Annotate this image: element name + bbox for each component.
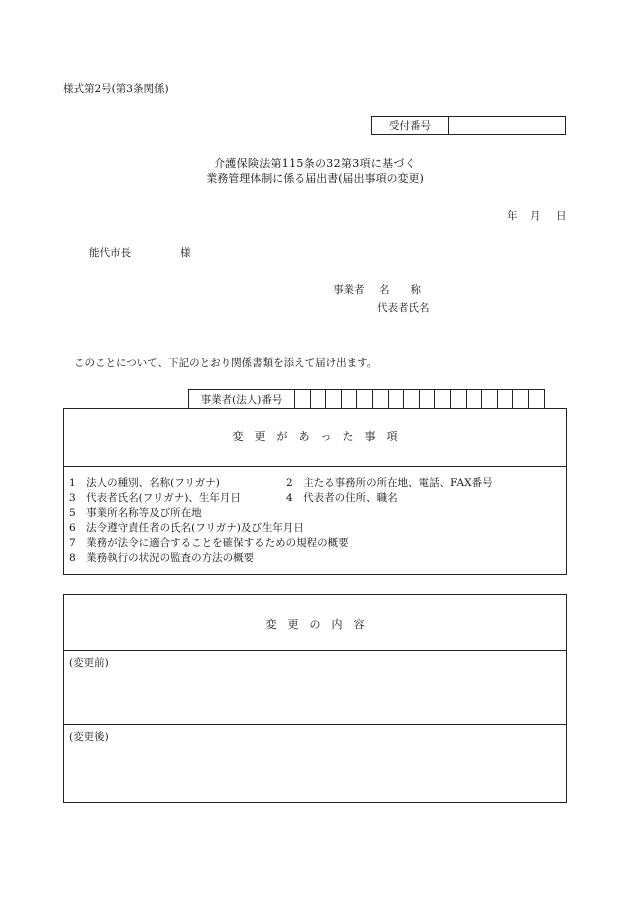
- representative-name-label: 代表者氏名: [377, 302, 430, 314]
- receipt-number-label: 受付番号: [372, 117, 449, 135]
- date-month-label: 月: [530, 210, 541, 222]
- changed-item-7: 7 業務が法令に適合することを確保するための規程の概要: [69, 537, 349, 549]
- changed-items-heading: 変 更 が あ っ た 事 項: [232, 430, 398, 443]
- corporate-number-digit-cell[interactable]: [482, 390, 498, 409]
- corporate-number-digit-cell[interactable]: [372, 390, 388, 409]
- before-change-label: (変更前): [69, 657, 109, 669]
- after-change-label: (変更後): [69, 731, 109, 743]
- corporate-number-digit-cell[interactable]: [295, 390, 311, 409]
- statement-text: このことについて、下記のとおり関係書類を添えて届け出ます。: [74, 357, 378, 369]
- corporate-number-digit-cell[interactable]: [326, 390, 342, 409]
- document-title-line1: 介護保険法第115条の32第3項に基づく: [214, 157, 416, 170]
- changed-item-5: 5 事業所名称等及び所在地: [69, 507, 202, 519]
- change-content-section: [63, 594, 567, 803]
- receipt-number-field[interactable]: [449, 117, 566, 135]
- changed-item-3: 3 代表者氏名(フリガナ)、生年月日: [69, 492, 241, 504]
- before-change-field[interactable]: [64, 669, 566, 723]
- corporate-number-table: [188, 389, 545, 409]
- corporate-number-digit-cell[interactable]: [497, 390, 513, 409]
- after-change-field[interactable]: [64, 743, 566, 801]
- date-year-label: 年: [507, 210, 518, 222]
- corporate-number-digit-cell[interactable]: [450, 390, 466, 409]
- corporate-number-digit-cell[interactable]: [466, 390, 482, 409]
- date-day-label: 日: [556, 210, 567, 222]
- applicant-name-label: 名 称: [379, 284, 421, 296]
- changed-items-section: [63, 408, 567, 575]
- form-number-label: 様式第2号(第3条関係): [63, 83, 169, 95]
- corporate-number-digit-cell[interactable]: [419, 390, 435, 409]
- corporate-number-digit-cell[interactable]: [513, 390, 529, 409]
- corporate-number-digit-cell[interactable]: [435, 390, 451, 409]
- corporate-number-digit-cell[interactable]: [310, 390, 326, 409]
- receipt-number-box: [371, 116, 566, 135]
- changed-item-1: 1 法人の種別、名称(フリガナ): [69, 477, 220, 489]
- changed-item-2: 2 主たる事務所の所在地、電話、FAX番号: [286, 477, 493, 489]
- corporate-number-digit-cell[interactable]: [388, 390, 404, 409]
- changed-item-4: 4 代表者の住所、職名: [286, 492, 398, 504]
- applicant-label: 事業者: [333, 284, 365, 296]
- changed-item-6: 6 法令遵守責任者の氏名(フリガナ)及び生年月日: [69, 522, 304, 534]
- changed-item-8: 8 業務執行の状況の監査の方法の概要: [69, 552, 255, 564]
- addressee-honorific: 様: [180, 247, 191, 259]
- corporate-number-digit-cell[interactable]: [341, 390, 357, 409]
- changed-items-divider: [64, 466, 566, 467]
- corporate-number-digit-cell[interactable]: [357, 390, 373, 409]
- change-content-divider-top: [64, 650, 566, 651]
- document-title-line2: 業務管理体制に係る届出書(届出事項の変更): [206, 172, 424, 185]
- corporate-number-digit-cell[interactable]: [528, 390, 544, 409]
- corporate-number-digit-cell[interactable]: [404, 390, 420, 409]
- change-content-heading: 変 更 の 内 容: [265, 618, 365, 631]
- addressee-name: 能代市長: [89, 247, 131, 259]
- change-content-divider-middle: [64, 724, 566, 725]
- corporate-number-label: 事業者(法人)番号: [189, 390, 295, 409]
